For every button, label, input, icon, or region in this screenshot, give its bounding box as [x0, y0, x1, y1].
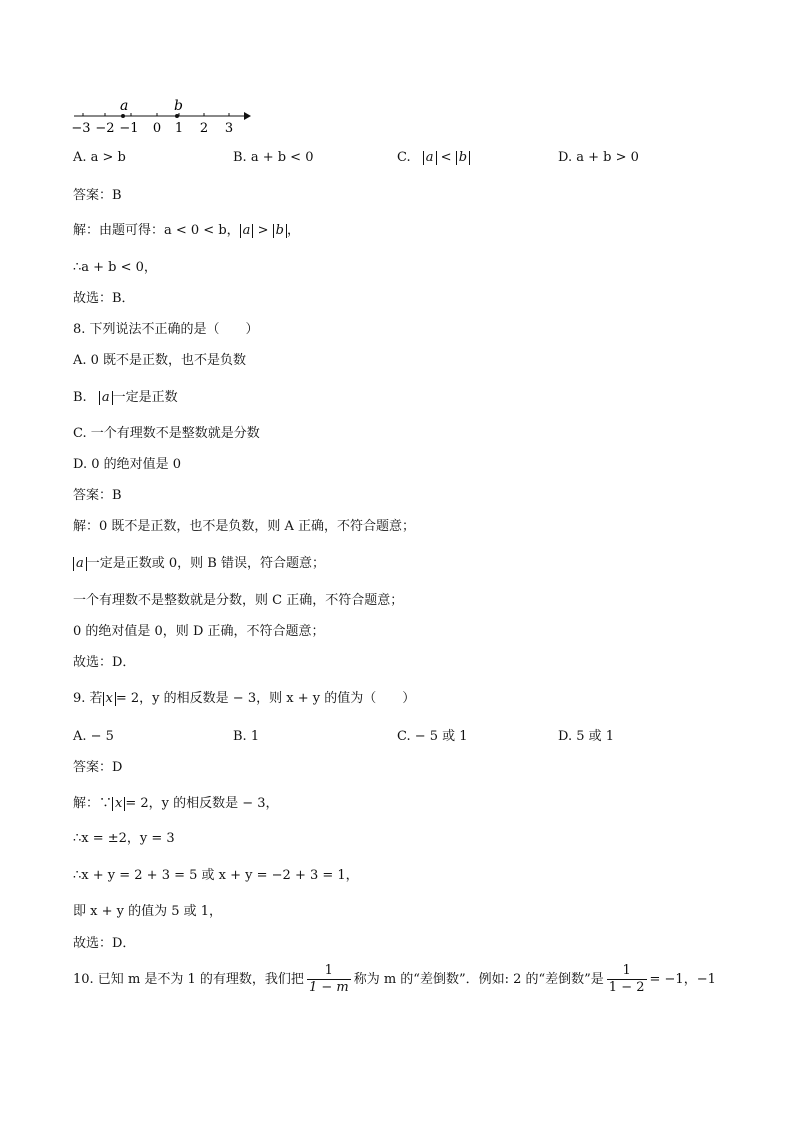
number-line-figure — [70, 96, 255, 136]
abs-x: x — [112, 797, 125, 811]
q7-option-a: A. a > b — [73, 150, 126, 165]
abs-a: a — [423, 151, 437, 165]
q8-answer: 答案：B — [73, 488, 122, 503]
tick-label: 3 — [224, 121, 234, 136]
point-b-dot — [175, 114, 179, 118]
q7-solution-line-1: 解：由题可得：a < 0 < b， a > b ， — [73, 223, 300, 238]
q7-option-d: D. a + b > 0 — [558, 150, 639, 165]
tick-label: 2 — [199, 121, 209, 136]
point-a-dot — [121, 114, 125, 118]
q8-option-c: C. 一个有理数不是整数就是分数 — [73, 426, 260, 441]
option-letter: C. — [397, 150, 411, 165]
q9-option-c: C. − 5 或 1 — [397, 729, 468, 744]
q9-solution-line-4: 即 x + y 的值为 5 或 1， — [73, 904, 223, 919]
q8-solution-line-2: a 一定是正数或 0，则 B 错误，符合题意； — [73, 555, 325, 573]
tick-label: −1 — [119, 121, 139, 136]
abs-a: a — [73, 557, 87, 571]
abs-b: b — [273, 224, 287, 238]
abs-b: b — [456, 151, 470, 165]
tick-label: −2 — [95, 121, 115, 136]
q9-solution-line-2: ∴x = ±2，y = 3 — [73, 831, 175, 846]
q8-option-b: B. a 一定是正数 — [73, 390, 178, 405]
fraction-one-over-one-minus-two: $\frac{1}{1 - 2}$ — [608, 963, 645, 995]
q8-solution-line-4: 0 的绝对值是 0，则 D 正确，不符合题意； — [73, 624, 325, 639]
q8-solution-line-1: 解：0 既不是正数，也不是负数，则 A 正确，不符合题意； — [73, 519, 416, 534]
abs-a: a — [240, 224, 254, 238]
q10-stem: 10. 已知 m 是不为 1 的有理数，我们把 $\frac{1}{1 - m}$ 称为 m 的“差倒数”．例如: 2 的“差倒数”是 $\frac{1}{1 - 2}$ = −1，−1 — [73, 963, 716, 995]
q7-choice: 故选：B． — [73, 291, 135, 306]
q8-option-a: A. 0 既不是正数，也不是负数 — [73, 353, 247, 368]
abs-a: a — [99, 391, 113, 405]
point-a-label: a — [120, 98, 129, 114]
abs-x: x — [103, 692, 116, 706]
tick-label: 0 — [152, 121, 162, 136]
q8-solution-line-3: 一个有理数不是整数就是分数，则 C 正确，不符合题意； — [73, 593, 404, 608]
q7-solution-line-2: ∴a + b < 0， — [73, 260, 157, 275]
q8-option-d: D. 0 的绝对值是 0 — [73, 457, 182, 472]
q9-option-a: A. − 5 — [73, 729, 114, 744]
q9-option-d: D. 5 或 1 — [558, 729, 615, 744]
q8-choice: 故选：D． — [73, 655, 136, 670]
q9-option-b: B. 1 — [233, 729, 260, 744]
tick-label: −3 — [71, 121, 91, 136]
q9-solution-line-3: ∴x + y = 2 + 3 = 5 或 x + y = −2 + 3 = 1， — [73, 868, 359, 883]
q9-answer: 答案：D — [73, 760, 123, 775]
point-b-label: b — [174, 98, 183, 114]
q7-option-c — [397, 149, 470, 167]
less-than: < — [436, 150, 456, 165]
fraction-one-over-one-minus-m: $\frac{1}{1 - m}$ — [308, 963, 349, 995]
q8-stem: 8. 下列说法不正确的是（ ） — [73, 322, 259, 337]
q7-answer: 答案：B — [73, 188, 122, 203]
q9-solution-line-1: 解：∵ x = 2，y 的相反数是 − 3， — [73, 796, 279, 811]
number-line-arrow — [244, 112, 251, 120]
tick-label: 1 — [174, 121, 184, 136]
q9-stem: 9. 若 x = 2，y 的相反数是 − 3，则 x + y 的值为（ ） — [73, 691, 416, 706]
q9-choice: 故选：D． — [73, 936, 136, 951]
q7-option-b: B. a + b < 0 — [233, 150, 314, 165]
